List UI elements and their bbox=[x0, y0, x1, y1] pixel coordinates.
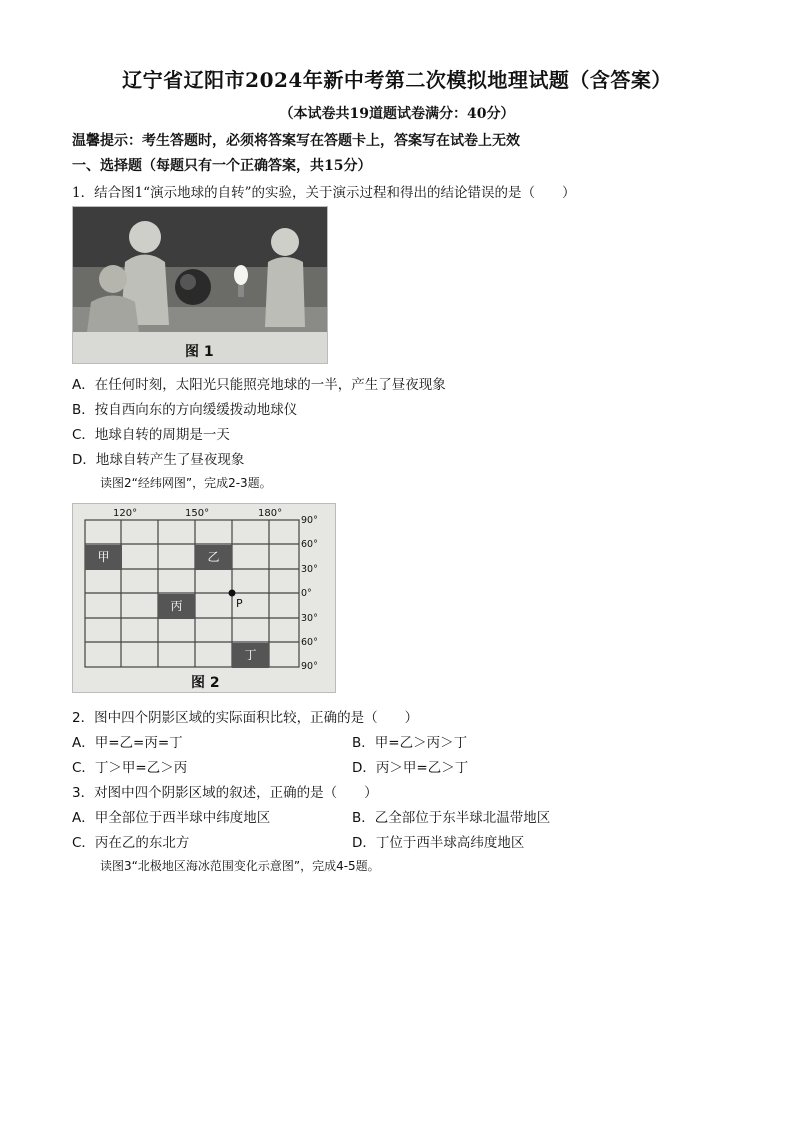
figure-2-grid-map bbox=[72, 503, 336, 693]
question-3-stem: 3．对图中四个阴影区域的叙述，正确的是（ ） bbox=[72, 785, 378, 801]
graticule-grid bbox=[73, 504, 335, 692]
longitude-label-150: 150° bbox=[185, 508, 210, 519]
q1-option-c: C．地球自转的周期是一天 bbox=[72, 427, 230, 443]
region-jia: 甲 bbox=[85, 545, 122, 570]
read-instruction-3: 读图3“北极地区海冰范围变化示意图”，完成4-5题。 bbox=[100, 859, 380, 873]
q3-option-a: A．甲全部位于西半球中纬度地区 bbox=[72, 810, 271, 826]
q1-option-b: B．按自西向东的方向缓缓拨动地球仪 bbox=[72, 402, 298, 418]
point-p-label: P bbox=[236, 597, 243, 610]
figure-1-caption: 图 1 bbox=[185, 344, 214, 360]
q2-option-b: B．甲=乙＞丙＞丁 bbox=[352, 735, 468, 751]
latitude-label-90n: 90° bbox=[301, 515, 318, 526]
read-instruction-2: 读图2“经纬网图”，完成2-3题。 bbox=[100, 476, 272, 490]
latitude-label-0: 0° bbox=[301, 588, 312, 599]
figure-1 bbox=[72, 206, 328, 364]
figure-2-caption: 图 2 bbox=[191, 675, 220, 691]
region-bing: 丙 bbox=[158, 594, 195, 619]
latitude-label-30s: 30° bbox=[301, 613, 318, 624]
q2-option-d: D．丙＞甲=乙＞丁 bbox=[352, 760, 469, 776]
region-yi: 乙 bbox=[195, 545, 232, 570]
q3-option-d: D．丁位于西半球高纬度地区 bbox=[352, 835, 525, 851]
q2-option-c: C．丁＞甲=乙＞丙 bbox=[72, 760, 188, 776]
q3-option-c: C．丙在乙的东北方 bbox=[72, 835, 190, 851]
longitude-label-120: 120° bbox=[113, 508, 138, 519]
page-subtitle: （本试卷共19道题试卷满分：40分） bbox=[279, 106, 515, 122]
latitude-label-60n: 60° bbox=[301, 539, 318, 550]
question-1-stem: 1．结合图1“演示地球的自转”的实验，关于演示过程和得出的结论错误的是（ ） bbox=[72, 185, 576, 201]
latitude-label-60s: 60° bbox=[301, 637, 318, 648]
latitude-label-30n: 30° bbox=[301, 564, 318, 575]
figure-1-illustration bbox=[73, 207, 327, 363]
q1-option-a: A．在任何时刻，太阳光只能照亮地球的一半，产生了昼夜现象 bbox=[72, 377, 446, 393]
latitude-label-90s: 90° bbox=[301, 661, 318, 672]
q2-option-a: A．甲=乙=丙=丁 bbox=[72, 735, 183, 751]
exam-tip: 温馨提示：考生答题时，必须将答案写在答题卡上，答案写在试卷上无效 bbox=[72, 133, 520, 149]
region-ding: 丁 bbox=[232, 643, 269, 668]
q3-option-b: B．乙全部位于东半球北温带地区 bbox=[352, 810, 551, 826]
page-title: 辽宁省辽阳市2024年新中考第二次模拟地理试题（含答案） bbox=[122, 68, 672, 92]
longitude-label-180: 180° bbox=[258, 508, 283, 519]
section-heading: 一、选择题（每题只有一个正确答案，共15分） bbox=[72, 158, 372, 174]
question-2-stem: 2．图中四个阴影区域的实际面积比较，正确的是（ ） bbox=[72, 710, 419, 726]
q1-option-d: D．地球自转产生了昼夜现象 bbox=[72, 452, 245, 468]
